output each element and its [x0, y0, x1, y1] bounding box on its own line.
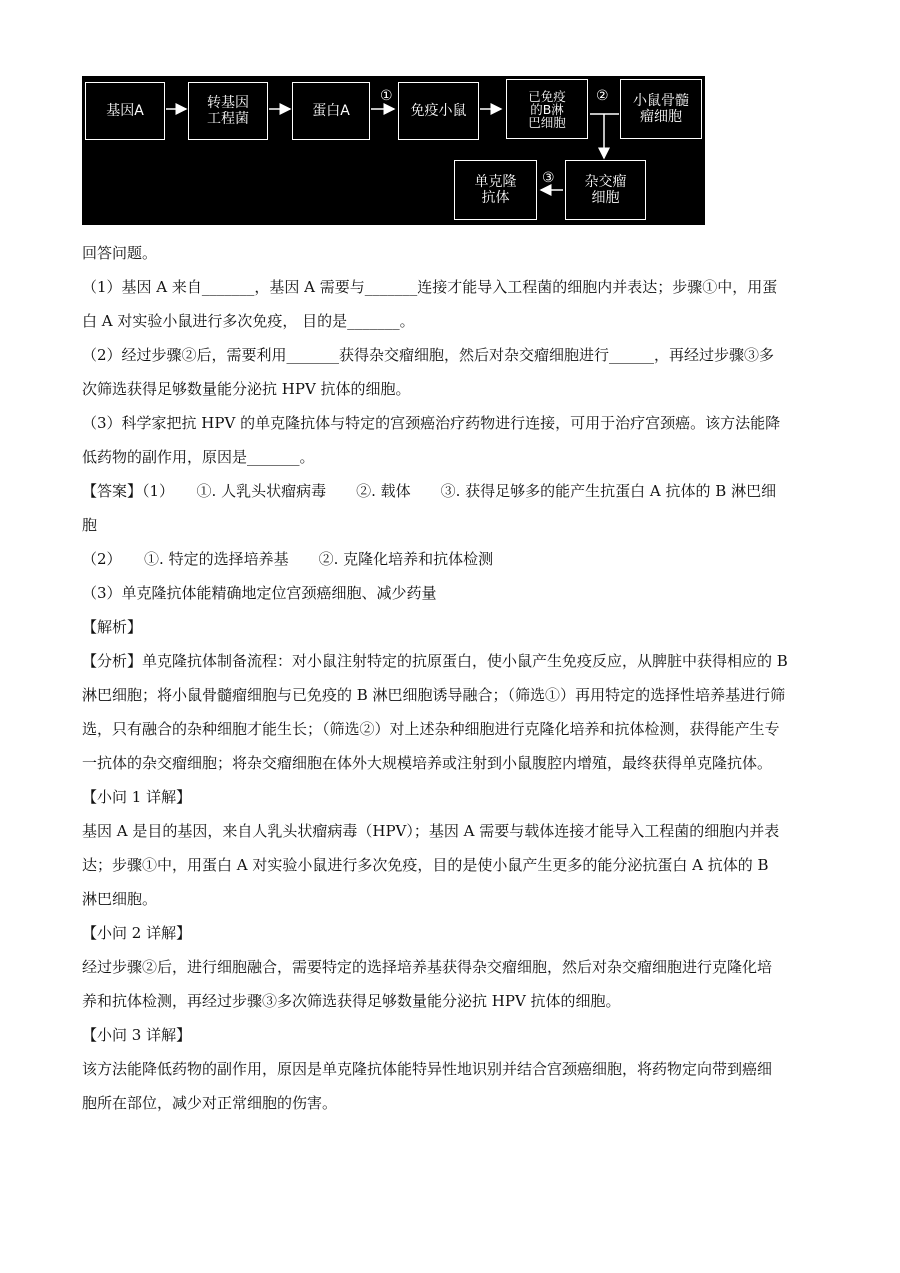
box-hybridoma-cell: 杂交瘤 细胞 — [565, 160, 646, 220]
step-2-label: ② — [596, 88, 609, 104]
q3-line-2: 低药物的副作用，原因是_______。 — [82, 448, 315, 466]
answer-line-2: 胞 — [82, 516, 98, 534]
answer-line-1: 【答案】（1） ①. 人乳头状瘤病毒 ②. 载体 ③. 获得足够多的能产生抗蛋白 A 抗体的 B 淋巴细 — [82, 482, 777, 500]
box-monoclonal-antibody: 单克隆 抗体 — [454, 160, 537, 220]
sub1-heading: 【小问 1 详解】 — [82, 788, 192, 806]
step-3-label: ③ — [542, 170, 555, 186]
analysis-line-3: 选，只有融合的杂种细胞才能生长；（筛选②）对上述杂种细胞进行克隆化培养和抗体检测，获得能产生专 — [82, 720, 780, 738]
box-b-lymphocyte: 已免疫 的B淋 巴细胞 — [506, 79, 588, 139]
sub2-line-1: 经过步骤②后，进行细胞融合，需要特定的选择培养基获得杂交瘤细胞，然后对杂交瘤细胞进行克隆化培 — [82, 958, 773, 976]
box-protein-a: 蛋白A — [292, 82, 370, 140]
analysis-heading: 【解析】 — [82, 618, 143, 636]
answer-line-4: （3）单克隆抗体能精确地定位宫颈癌细胞、减少药量 — [82, 584, 437, 602]
sub3-line-1: 该方法能降低药物的副作用，原因是单克隆抗体能特异性地识别并结合宫颈癌细胞，将药物定向带到癌细 — [82, 1060, 773, 1078]
sub2-line-2: 养和抗体检测，再经过步骤③多次筛选获得足够数量能分泌抗 HPV 抗体的细胞。 — [82, 992, 621, 1010]
analysis-line-2: 淋巴细胞；将小鼠骨髓瘤细胞与已免疫的 B 淋巴细胞诱导融合；（筛选①）再用特定的选择性培养基进行筛 — [82, 686, 786, 704]
sub1-line-1: 基因 A 是目的基因，来自人乳头状瘤病毒（HPV）；基因 A 需要与载体连接才能导入工程菌的细胞内并表 — [82, 822, 780, 840]
sub3-line-2: 胞所在部位，减少对正常细胞的伤害。 — [82, 1094, 338, 1112]
sub3-heading: 【小问 3 详解】 — [82, 1026, 192, 1044]
document-body — [82, 236, 822, 1120]
sub1-line-3: 淋巴细胞。 — [82, 890, 158, 908]
sub2-heading: 【小问 2 详解】 — [82, 924, 192, 942]
sub1-line-2: 达；步骤①中，用蛋白 A 对实验小鼠进行多次免疫，目的是使小鼠产生更多的能分泌抗蛋白 A 抗体的 B — [82, 856, 769, 874]
q1-line-1: （1）基因 A 来自_______，基因 A 需要与_______连接才能导入工程菌的细胞内并表达；步骤①中，用蛋 — [82, 278, 778, 296]
answer-line-3: （2） ①. 特定的选择培养基 ②. 克隆化培养和抗体检测 — [82, 550, 494, 568]
analysis-line-1: 【分析】单克隆抗体制备流程：对小鼠注射特定的抗原蛋白，使小鼠产生免疫反应，从脾脏中获得相应的 B — [82, 652, 788, 670]
box-immunized-mouse: 免疫小鼠 — [398, 82, 479, 140]
box-transgenic-bacteria: 转基因 工程菌 — [188, 82, 268, 140]
flow-diagram — [82, 76, 705, 225]
analysis-line-4: 一抗体的杂交瘤细胞；将杂交瘤细胞在体外大规模培养或注射到小鼠腹腔内增殖，最终获得单克隆抗体。 — [82, 754, 773, 772]
step-1-label: ① — [380, 88, 393, 104]
box-gene-a: 基因A — [85, 82, 165, 140]
q1-line-2: 白 A 对实验小鼠进行多次免疫， 目的是_______。 — [82, 312, 415, 330]
q2-line-2: 次筛选获得足够数量能分泌抗 HPV 抗体的细胞。 — [82, 380, 411, 398]
intro-line: 回答问题。 — [82, 244, 158, 262]
q3-line-1: （3）科学家把抗 HPV 的单克隆抗体与特定的宫颈癌治疗药物进行连接，可用于治疗宫颈癌。该方法能降 — [82, 414, 781, 432]
q2-line-1: （2）经过步骤②后，需要利用_______获得杂交瘤细胞，然后对杂交瘤细胞进行______，再经过步骤③多 — [82, 346, 775, 364]
box-myeloma-cell: 小鼠骨髓 瘤细胞 — [620, 79, 702, 139]
